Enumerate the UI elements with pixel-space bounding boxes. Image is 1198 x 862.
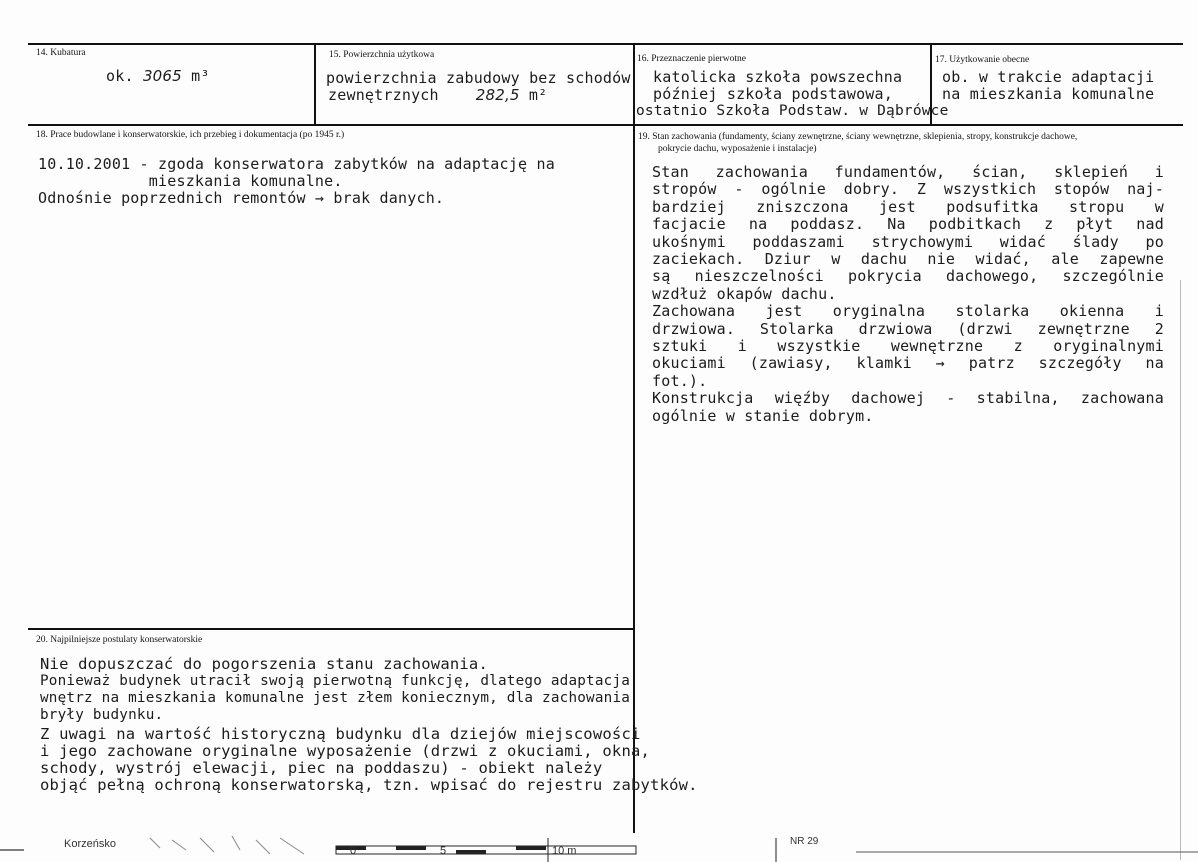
uzytkowanie-line-2: na mieszkania komunalne (942, 85, 1155, 103)
stan-line: ukośnymi poddaszami strychowymi widać ślady po (652, 232, 1164, 251)
postulaty-line-2: Ponieważ budynek utracił swoją pierwotną funkcję, dlatego adaptacja (40, 673, 631, 689)
stan-label-2: pokrycie dachu, wyposażenie i instalacje) (658, 144, 817, 154)
kubatura-unit: m³ (181, 67, 210, 85)
stan-line: okuciami (zawiasy, klamki → patrz szczegóły na (652, 354, 1164, 373)
stan-line: Zachowana jest oryginalna stolarka okienna i (652, 302, 1164, 321)
stan-line: są nieszczelności pokrycia dachowego, szczególnie (652, 267, 1164, 286)
scan-edge (1180, 280, 1181, 860)
przeznaczenie-line-1: katolicka szkoła powszechna (653, 68, 903, 86)
col-rule-b (633, 43, 635, 833)
powierzchnia-line-1: powierzchnia zabudowy bez schodów (326, 69, 631, 87)
postulaty-line-3: wnętrz na mieszkania komunalne jest złem koniecznym, dla zachowania (40, 690, 631, 706)
stan-line: stropów - ogólnie dobry. Z wszystkich stopów naj- (652, 180, 1164, 199)
map-lines (0, 832, 1198, 862)
prace-line-3: Odnośnie poprzednich remontów → brak danych. (38, 189, 445, 207)
postulaty-label: 20. Najpilniejsze postulaty konserwatorskie (36, 635, 203, 645)
stan-line: Konstrukcja więźby dachowej - stabilna, zachowana (652, 389, 1164, 408)
scale-label-0: 0 (350, 845, 357, 857)
postulaty-line-6: i jego zachowane oryginalne wyposażenie (drzwi z okuciami, okna, (40, 742, 651, 760)
przeznaczenie-label: 16. Przeznaczenie pierwotne (637, 54, 746, 64)
powierzchnia-number: 282,5 (475, 86, 520, 104)
prace-line-1: 10.10.2001 - zgoda konserwatora zabytków na adaptację na (38, 155, 555, 173)
stan-line: sztuki i wszystkie wewnętrzne z oryginalnymi (652, 337, 1164, 355)
uzytkowanie-label: 17. Użytkowanie obecne (935, 55, 1030, 65)
stan-line: bardziej zniszczona jest podsufitka stropu w (652, 197, 1164, 216)
row-rule-2 (28, 628, 634, 630)
postulaty-line-8: objąć pełną ochroną konserwatorską, tzn. wpisać do rejestru zabytków. (40, 776, 698, 794)
uzytkowanie-line-1: ob. w trakcie adaptacji (942, 68, 1155, 86)
col-rule-a (314, 43, 316, 125)
kubatura-value (106, 68, 210, 85)
stan-line: drzwiowa. Stolarka drzwiowa (drzwi zewnętrzne 2 (652, 319, 1164, 338)
powierzchnia-line-2 (328, 87, 547, 104)
prace-label: 18. Prace budowlane i konserwatorskie, ich przebieg i dokumentacja (po 1945 r.) (36, 130, 345, 140)
top-rule (28, 43, 1183, 45)
stan-line: fot.). (652, 371, 708, 390)
stan-line: Stan zachowania fundamentów, ścian, sklepień i (652, 163, 1164, 181)
stan-line: ogólnie w stanie dobrym. (652, 406, 874, 425)
scale-label-5: 5 (440, 845, 447, 857)
przeznaczenie-line-3: ostatnio Szkoła Podstaw. w Dąbrówce (636, 103, 949, 119)
postulaty-line-4: bryły budynku. (40, 707, 164, 723)
map-ref: NR 29 (790, 836, 819, 847)
postulaty-line-1: Nie dopuszczać do pogorszenia stanu zachowania. (40, 655, 488, 673)
kubatura-prefix: ok. (106, 67, 143, 85)
powierzchnia-unit: m² (519, 86, 548, 104)
powierzchnia-text: zewnętrznych (328, 86, 439, 104)
stan-line: facjacie na poddasz. Na podbitkach z płyt nad (652, 215, 1164, 234)
kubatura-number: 3065 (142, 67, 182, 85)
stan-label-1: 19. Stan zachowania (fundamenty, ściany zewnętrzne, ściany wewnętrzne, sklepienia, stropy, konstrukcje dachowe, (638, 132, 1078, 142)
scale-label-10: 10 m (552, 845, 577, 857)
stan-line: zaciekach. Dziur w dachu nie widać, ale zapewne (652, 250, 1164, 268)
postulaty-line-5: Z uwagi na wartość historyczną budynku dla dziejów miejscowości (40, 725, 641, 743)
kubatura-label: 14. Kubatura (36, 48, 86, 58)
prace-line-2: mieszkania komunalne. (38, 172, 343, 190)
map-strip (0, 832, 1198, 862)
powierzchnia-label: 15. Powierzchnia użytkowa (329, 50, 435, 60)
przeznaczenie-line-2: później szkoła podstawowa, (653, 85, 893, 103)
postulaty-line-7: schody, wystrój elewacji, piec na poddaszu) - obiekt należy (40, 759, 603, 777)
map-place: Korzeńsko (64, 838, 116, 850)
stan-line: wzdłuż okapów dachu. (652, 284, 837, 303)
row-rule-1 (28, 124, 1183, 126)
